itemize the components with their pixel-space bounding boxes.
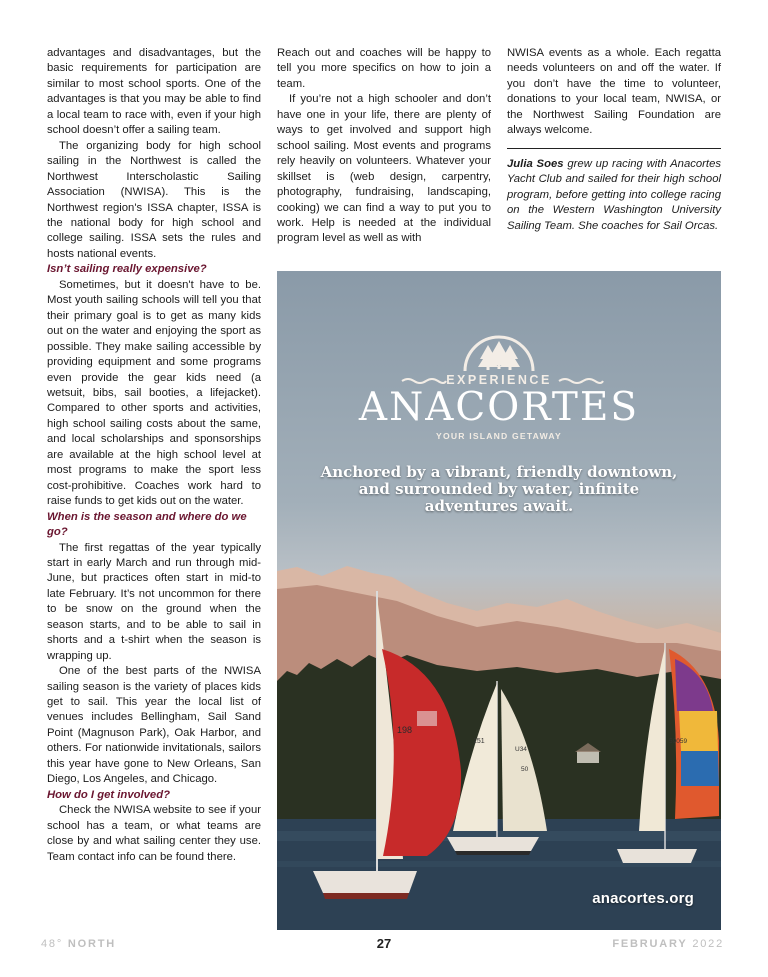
ad-photo-scene bbox=[277, 271, 721, 930]
article-column-1 bbox=[47, 46, 261, 865]
author-bio bbox=[507, 157, 721, 234]
sail-number-59059: 59059 bbox=[669, 738, 688, 745]
sail-number-u34: U34 bbox=[515, 746, 527, 753]
paragraph: Reach out and coaches will be happy to tell you more specifics on how to join a team. bbox=[277, 47, 491, 90]
paragraph: Sometimes, but it doesn't have to be. Most youth sailing schools will tell you that their primary goal is to get as many kids out on the water and enjoying the sport as possible. They make sailing accessible by providing equipment and some programs even provide the gear kids need (a wetsuit, bibs, sail booties, a lifejacket). Compared to other sports and activities, high school sailing costs about the same, and local scholarships and sponsorships are available at the high school level at most programs to make the sport less cost-prohibitive. Coaches work hard to raise funds to get kids out on the water. bbox=[47, 278, 261, 508]
subheading-season: When is the season and where do we go? bbox=[47, 510, 247, 539]
author-name: Julia Soes bbox=[507, 157, 564, 170]
subheading-expensive: Isn’t sailing really expensive? bbox=[47, 263, 207, 276]
paragraph: One of the best parts of the NWISA sailing season is the variety of places kids get to sail. This year the local list of venues includes Bellingham, Sail Sand Point (Magnuson Park), Oak Harbor, and others. For nationwide invitationals, sailors this year have gone to New Orleans, San Diego, Los Angeles, and Chicago. bbox=[47, 665, 261, 786]
article-column-3 bbox=[507, 46, 721, 234]
ad-experience-label: EXPERIENCE bbox=[446, 373, 552, 387]
paragraph: The first regattas of the year typically start in early March and run through mid-June, but practices often start in mid-to late February. It’s not uncommon for there to be snow on the ground when the season starts, and to be able to sail in shorts and a t-shirt when the season is wrapping up. bbox=[47, 541, 261, 662]
paragraph: The organizing body for high school sailing in the Northwest is called the Northwest Interscholastic Sailing Association (NWISA). This is the Northwest region's ISSA chapter, ISSA is the national body for high school and college sailing. ISSA sets the rules and hosts national events. bbox=[47, 139, 261, 260]
sail-number-50: 50 bbox=[521, 766, 529, 773]
footer-north: NORTH bbox=[67, 938, 117, 950]
paragraph: If you’re not a high schooler and don’t have one in your life, there are plenty of ways to get involved and support high school sailing. Most events and programs rely heavily on volunteers. Whatever your skillset is (web design, carpentry, photography, fundraising, landscaping, cooking) we can find a way to put you to work. Help is needed at the individual program level as well as with bbox=[277, 93, 491, 245]
page-number: 27 bbox=[376, 936, 392, 951]
ad-brand-name: ANACORTES bbox=[358, 385, 640, 430]
ad-website-link[interactable]: anacortes.org bbox=[592, 890, 694, 907]
footer-issue-date bbox=[612, 938, 724, 950]
paragraph: advantages and disadvantages, but the basic requirements for participation are similar to most school sports. One of the advantages is that you may be able to find a local team to race with, even if your high school doesn’t offer a sailing team. bbox=[47, 47, 261, 137]
subheading-involved: How do I get involved? bbox=[47, 788, 171, 801]
paragraph: NWISA events as a whole. Each regatta needs volunteers on and off the water. If you don’t have the time to volunteer, donations to your local team, NWISA, or the Northwest Sailing Foundation are always welcome. bbox=[507, 47, 721, 137]
ad-tagline: YOUR ISLAND GETAWAY bbox=[436, 431, 562, 441]
article-column-2 bbox=[277, 46, 491, 247]
footer-month: FEBRUARY bbox=[612, 938, 688, 950]
sail-number-198: 198 bbox=[397, 725, 413, 735]
ad-headline: Anchored by a vibrant, friendly downtown, and surrounded by water, infinite adventures await. bbox=[320, 463, 678, 515]
author-bio-text: grew up racing with Anacortes Yacht Club and sailed for their high school program, before getting into college racing on the Western Washington University Sailing Team. She coaches for Sail Orcas. bbox=[507, 157, 721, 232]
bio-divider bbox=[507, 148, 721, 149]
anacortes-advertisement[interactable] bbox=[277, 271, 721, 930]
sail-number-151: 151 bbox=[473, 738, 485, 745]
footer-year: 2022 bbox=[692, 938, 724, 950]
paragraph: Check the NWISA website to see if your school has a team, or what teams are close by and what sailing center they use. Team contact info can be found there. bbox=[47, 804, 261, 863]
footer-latitude: 48° bbox=[41, 938, 64, 950]
trees-icon bbox=[478, 341, 520, 370]
